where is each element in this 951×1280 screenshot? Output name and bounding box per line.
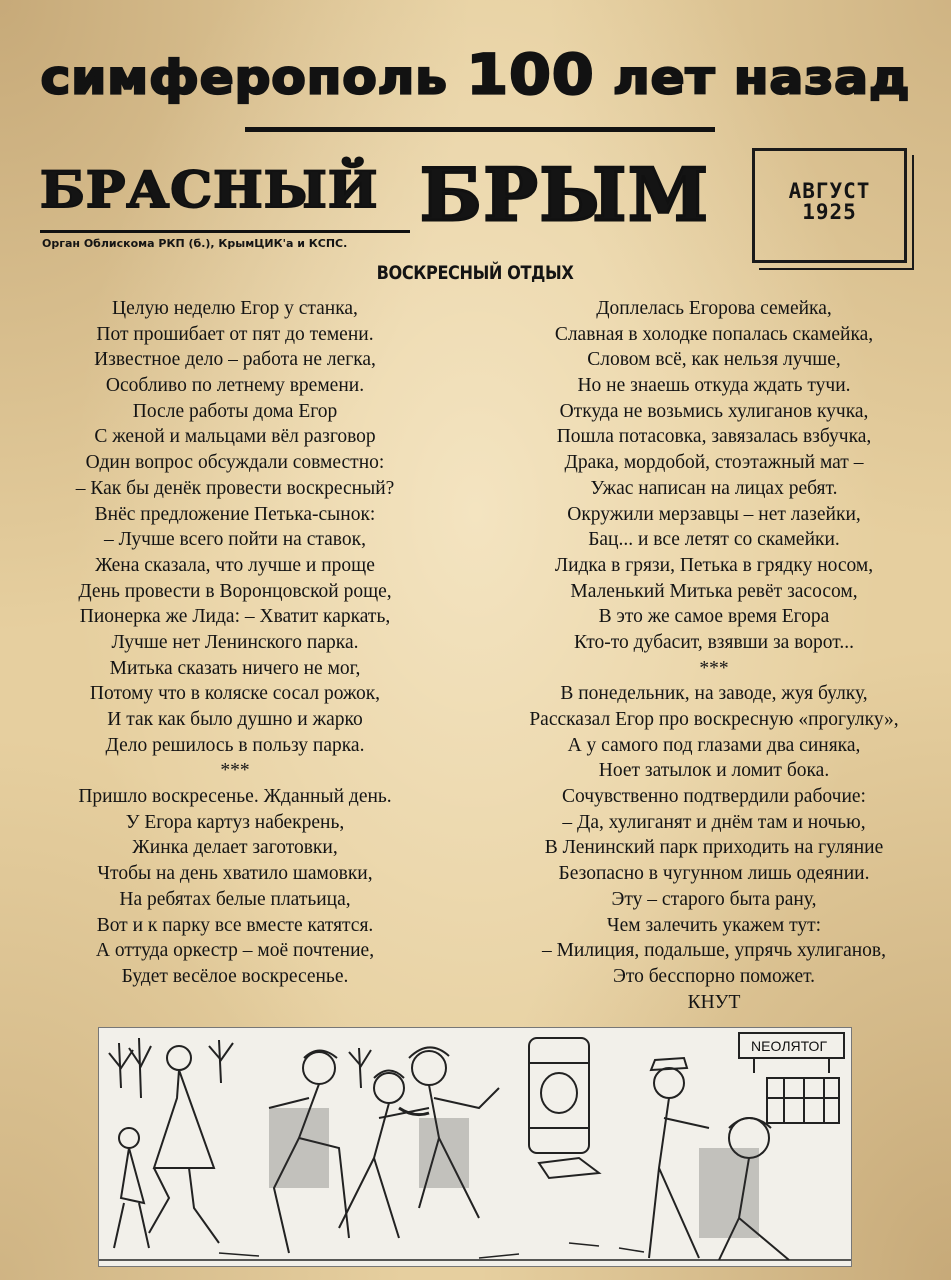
poem-line: Кто-то дубасит, взявши за ворот... [574, 631, 854, 653]
masthead-organ-caption: Орган Облискома РКП (б.), КрымЦИК'а и КСПС. [42, 237, 348, 250]
poem-line: – Как бы денёк провести воскресный? [75, 477, 395, 499]
poem-line: Ноет затылок и ломит бока. [598, 760, 830, 782]
poem-line: На ребятах белые платьица, [119, 888, 351, 910]
poem-line: Будет весёлое воскресенье. [121, 965, 349, 987]
poem-right-column [488, 296, 940, 1015]
poem-title: ВОСКРЕСНЫЙ ОТДЫХ [376, 262, 574, 284]
poem-line: После работы дома Егор [132, 400, 338, 422]
poem-line: Один вопрос обсуждали совместно: [85, 452, 385, 474]
newspaper-illustration [98, 1027, 852, 1267]
poem-line: И так как было душно и жарко [107, 709, 363, 730]
headline-city: симферополь [40, 51, 448, 105]
headline-number: 100 [466, 42, 595, 108]
poem-line: Известное дело – работа не легка, [94, 349, 376, 371]
poem-line: А оттуда оркестр – моё почтение, [95, 940, 375, 962]
poem-author-signature: КНУТ [687, 991, 741, 1013]
poem-line: Митька сказать ничего не мог, [109, 657, 361, 679]
poem-line: Потому что в коляске сосал рожок, [89, 683, 381, 705]
poem-line: Жена сказала, что лучше и проще [95, 554, 375, 576]
park-brawl-drawing [99, 1028, 851, 1266]
poem-line: Жинка делает заготовки, [132, 837, 338, 859]
masthead-word-2: БРЫМ [420, 152, 710, 237]
poem-line: Маленький Митька ревёт засосом, [570, 580, 858, 602]
poem-line: Эту – старого быта рану, [611, 888, 817, 910]
poem-line: Особливо по летнему времени. [105, 375, 365, 397]
headline-underline [245, 127, 715, 132]
illustration-sign-text: NEOЛЯТОГ [751, 1038, 828, 1054]
page-headline [0, 43, 951, 107]
masthead-word-1: БРАСНЫЙ [40, 160, 379, 219]
poem-line: У Егора картуз набекрень, [125, 811, 345, 833]
poem-line: *** [699, 657, 729, 679]
poem-line: Пришло воскресенье. Жданный день. [78, 786, 392, 808]
poem-line: Безопасно в чугунном лишь одеянии. [558, 863, 870, 885]
poem-line: А у самого под глазами два синяка, [567, 734, 861, 756]
poem-line: Лидка в грязи, Петька в грядку носом, [554, 554, 874, 576]
poem-line: Чтобы на день хватило шамовки, [97, 863, 373, 885]
poem-line: Бац... и все летят со скамейки. [588, 529, 840, 551]
poem-line: Пошла потасовка, завязалась взбучка, [556, 426, 872, 448]
poem-line: В Ленинский парк приходить на гуляние [544, 837, 884, 859]
poem-line: Доплелась Егорова семейка, [596, 298, 832, 319]
poem-line: Лучше нет Ленинского парка. [111, 631, 359, 653]
poem-line: – Да, хулиганят и днём там и ночью, [562, 811, 866, 833]
poem-line: Чем залечить укажем тут: [606, 914, 822, 936]
poem-line: Сочувственно подтвердили рабочие: [562, 786, 866, 808]
poem-line: Откуда не возьмись хулиганов кучка, [559, 400, 869, 422]
poem-line: Ужас написан на лицах ребят. [590, 477, 838, 499]
poem-line: Словом всё, как нельзя лучше, [587, 349, 841, 371]
poem-line: Это бесспорно поможет. [612, 965, 816, 987]
poem-line: В понедельник, на заводе, жуя булку, [560, 683, 868, 705]
poem-left-column [30, 296, 440, 990]
poem-line: *** [220, 760, 250, 782]
issue-date-box [752, 148, 907, 263]
headline-tail: лет назад [613, 51, 911, 105]
poem-line: – Милиция, подальше, упрячь хулиганов, [541, 940, 887, 962]
poem-line: Пионерка же Лида: – Хватит каркать, [79, 606, 391, 628]
masthead-rule [40, 230, 410, 233]
poem-line: Пот прошибает от пят до темени. [96, 323, 374, 345]
poem-line: Но не знаешь откуда ждать тучи. [577, 375, 851, 397]
poem-line: Внёс предложение Петька-сынок: [94, 503, 376, 525]
poem-line: Целую неделю Егор у станка, [112, 298, 358, 319]
poem-line: – Лучше всего пойти на ставок, [104, 529, 366, 551]
newspaper-masthead [40, 152, 740, 260]
poem-line: Окружили мерзавцы – нет лазейки, [567, 503, 861, 525]
poem-line: Драка, мордобой, стоэтажный мат – [564, 452, 864, 474]
poem-line: Рассказал Егор про воскресную «прогулку», [529, 709, 899, 730]
poem-line: Вот и к парку все вместе катятся. [96, 914, 374, 936]
issue-date: АВГУСТ 1925 [788, 179, 871, 224]
poem-line: Дело решилось в пользу парка. [105, 734, 365, 756]
poem-line: Славная в холодке попалась скамейка, [554, 323, 874, 345]
poem-line: В это же самое время Егора [598, 606, 830, 628]
poem-line: С женой и мальцами вёл разговор [94, 426, 376, 448]
poem-line: День провести в Воронцовской роще, [78, 580, 392, 602]
